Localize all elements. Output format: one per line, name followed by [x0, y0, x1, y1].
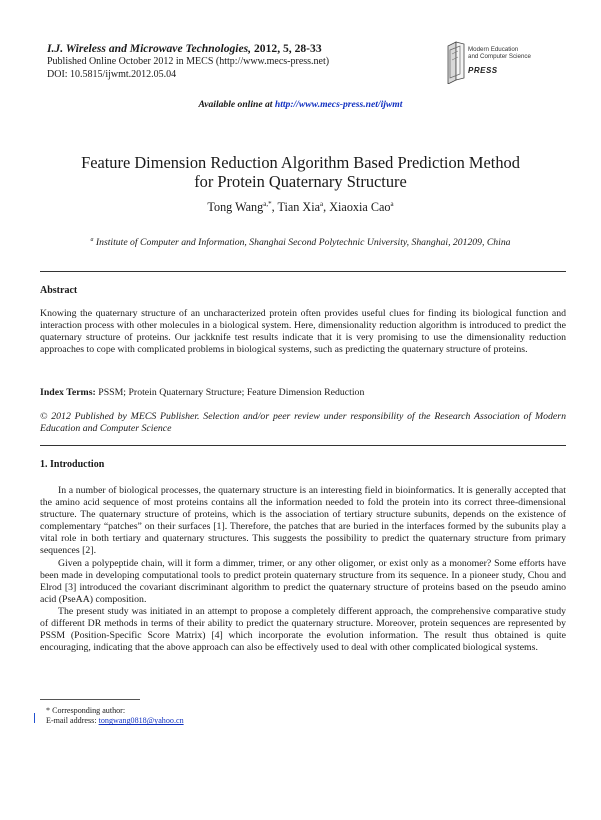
paragraph: In a number of biological processes, the quaternary structure is an interesting field in bioinformatics. It is generally accepted that the amino acid sequence of most proteins contains all the information needed to fold the protein into its correct three-dimensional structure. The quaternary structure of proteins, which is the association of tertiary structure subunits, depends on the existence of complementary “patches” on their surfaces [1]. Therefore, the patches that are buried in the interfaces formed by the subunits play a vital role in both tertiary and quaternary structures. This suggests the possibility to predict the quaternary structure from primary sequences [2].	[40, 485, 566, 557]
email-link[interactable]: tongwang0818@yahoo.cn	[98, 716, 184, 726]
journal-header	[47, 42, 447, 81]
logo-text: Modern Education and Computer Science	[468, 46, 531, 60]
author-name: Tong Wang	[207, 200, 264, 215]
doi: DOI: 10.5815/ijwmt.2012.05.04	[47, 68, 177, 80]
index-terms-label: Index Terms:	[40, 387, 96, 398]
email-line: E-mail address: tongwang0818@yahoo.cn	[46, 716, 184, 726]
journal-volume: 2012, 5, 28-33	[254, 42, 322, 55]
footnote-divider	[40, 699, 140, 700]
index-terms-list: PSSM; Protein Quaternary Structure; Feature Dimension Reduction	[98, 387, 365, 398]
book-stack-icon	[446, 40, 468, 84]
paper-title: Feature Dimension Reduction Algorithm Based Prediction Method for Protein Quaternary Structure	[81, 153, 520, 191]
mecs-press-logo	[446, 40, 556, 86]
author-name: Xiaoxia Cao	[329, 200, 391, 215]
journal-url-link[interactable]: http://www.mecs-press.net/ijwmt	[274, 99, 403, 110]
journal-title: I.J. Wireless and Microwave Technologies, 2012, 5, 28-33	[47, 42, 322, 55]
footnote	[46, 706, 184, 727]
introduction-heading: 1. Introduction	[40, 459, 105, 470]
author-list: Tong Wang$^{a,*}$, Tian Xia$^a$, Xiaoxia Cao$^a$	[207, 200, 394, 215]
index-terms	[40, 387, 566, 399]
affiliation: $^a$ Institute of Computer and Information, Shanghai Second Polytechnic University, Shanghai, 201209, China	[90, 237, 511, 249]
abstract-heading: Abstract	[40, 285, 78, 296]
corresponding-author: * Corresponding author:	[46, 706, 126, 715]
logo-press: PRESS	[468, 66, 498, 75]
available-online: Available online at http://www.mecs-press.net/ijwmt	[198, 99, 403, 110]
copyright-notice: © 2012 Published by MECS Publisher. Selection and/or peer review under responsibility of the Research Association of Modern Education and Computer Science	[40, 411, 566, 435]
margin-marker	[34, 713, 35, 723]
divider	[40, 445, 566, 446]
paragraph: Given a polypeptide chain, will it form a dimmer, trimer, or any other oligomer, or exist only as a monomer? Some efforts have been made in developing computational tools to predict protein quaternary structure from its sequence. In a pioneer study, Chou and Elrod [3] introduced the covariant discriminant algorithm to predict the quaternary structure of proteins based on the pseudo amino acid (PseAA) composition.	[40, 557, 566, 605]
divider	[40, 271, 566, 272]
published-online: Published Online October 2012 in MECS (http://www.mecs-press.net)	[47, 56, 330, 67]
paragraph: The present study was initiated in an attempt to propose a completely different approach, the comprehensive comparative study of different DR methods in terms of their ability to predict the quaternary structure. Moreover, protein sequences are represented by PSSM (Position-Specific Score Matrix) [4] which incorporate the evolution information. The result thus obtained is quite encouraging, indicating that the above approach can also be effectively used to deal with other complicated biological systems.	[40, 605, 566, 654]
introduction-body	[40, 485, 566, 654]
author-name: Tian Xia	[277, 200, 321, 215]
abstract-text: Knowing the quaternary structure of an uncharacterized protein often provides useful clues for finding its biological function and interaction process with other molecules in a biological system. Here, dimensionality reduction algorithm is introduced to predict the quaternary structure of proteins. Our jackknife test results indicate that it is very promising to use the dimensionality reduction approaches to cope with complicated problems in biological systems, such as predicting the quaternary structure of proteins.	[40, 308, 566, 356]
